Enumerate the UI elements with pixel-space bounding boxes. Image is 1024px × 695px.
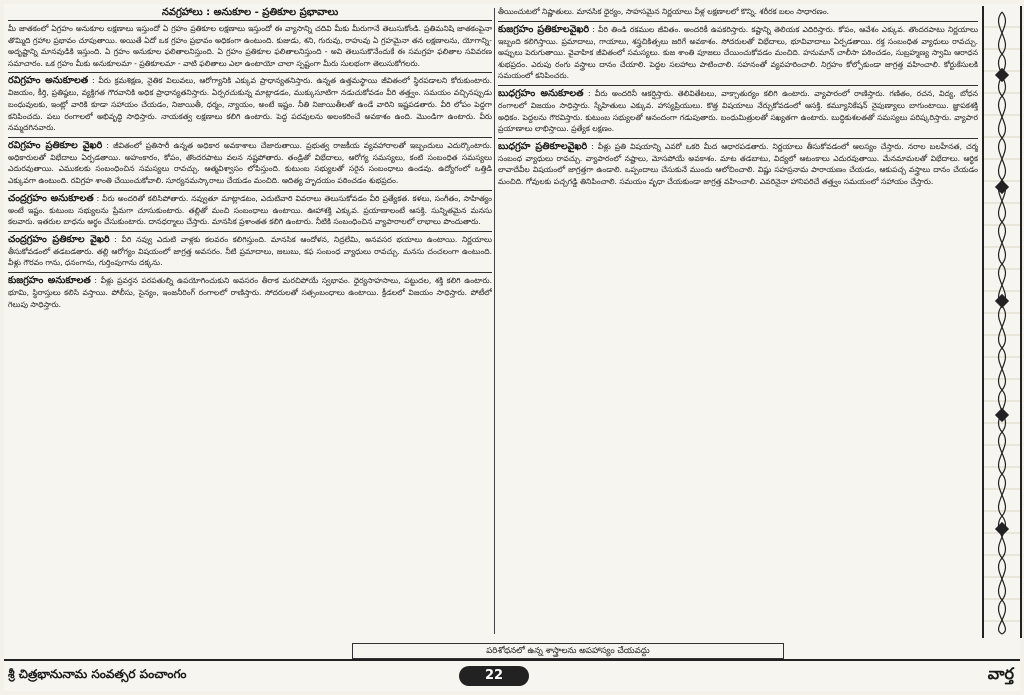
ornament-pattern-icon [984, 6, 1020, 638]
section-heading: కుజగ్రహం ప్రతికూలవైఖరి [498, 23, 590, 35]
almanac-title: శ్రీ చిత్రభానునామ సంవత్సర పంచాంగం [8, 667, 187, 681]
section-mars-unfavorable [498, 21, 978, 82]
page-number: 22 [459, 666, 529, 686]
section-mercury-favorable [498, 85, 978, 135]
left-column [8, 6, 492, 634]
section-sun-favorable [8, 72, 492, 133]
section-heading: రవిగ్రహం అనుకూలత [8, 75, 89, 87]
section-heading: రవిగ్రహం ప్రతికూల వైఖరి [8, 139, 103, 151]
notice-box: పరిశోధనలో ఉన్న శాస్త్రాలను అపహాస్యం చేయవద్దు [352, 643, 784, 659]
section-body: : వీరు అందరినీ ఆకర్షిస్తారు. తెలివితేటలు, వాక్చాతుర్యం కలిగి ఉంటారు. వ్యాపారంలో రాణిస్తారు. గణితం, రచన, విద్య, బోధన రంగాలలో విజయం సాధిస్తారు. స్నేహితులు ఎక్కువ. హాస్యప్రియులు. కొత్త విషయాలు నేర్చుకోవడంలో ఆసక్తి. కమ్యూనికేషన్ నైపుణ్యాలు బాగుంటాయి. జ్ఞాపకశక్తి అధికం. పెద్దలను గౌరవిస్తారు. కుటుంబ సభ్యులతో ఆనందంగా గడుపుతారు. బంధుమిత్రులతో సఖ్యతగా ఉంటారు. బుద్ధికుశలతతో సమస్యలు పరిష్కరిస్తారు. వ్యాపార ప్రయాణాలు లాభిస్తాయి. ప్రత్యేక లక్షణం. [498, 88, 978, 134]
section-heading: బుధగ్రహం అనుకూలత [498, 87, 584, 99]
section-body: : వీరు అందరితో కలిసిపోతారు. నవ్వుతూ మాట్లాడటం, ఎదుటివారి వివరాలు తెలుసుకోవడం వీరి ప్రత్యేకత. కళలు, సంగీతం, సాహిత్యం అంటే ఇష్టం. కుటుంబ సభ్యులను ప్రేమగా చూసుకుంటారు. తల్లితో మంచి సంబంధాలు ఉంటాయి. ఊహాశక్తి ఎక్కువ. ప్రయాణాలంటే ఆసక్తి. సున్నితమైన మనసు కలవారు. ఇతరుల బాధను అర్థం చేసుకుంటారు. దానధర్మాలు చేస్తారు. మానసిక ప్రశాంతత కలిగి ఉంటారు. నీటికి సంబంధించిన వ్యాపారాలలో లాభాలు పొందుతారు. [8, 193, 492, 227]
brand-logo: వార్త [987, 664, 1014, 683]
section-heading: కుజగ్రహం అనుకూలత [8, 274, 91, 286]
continued-text: తీయించుటలో నిష్ణాతులు. మానసిక ధైర్యం, సాహసమైన నిర్ణయాలు వీళ్ల లక్షణాలలో కొన్ని. శరీరక బలం సాధారణం. [498, 7, 830, 16]
decorative-border [982, 6, 1022, 638]
column-divider [494, 8, 495, 634]
section-moon-unfavorable [8, 231, 492, 269]
section-body: : వీరి నవ్వు ఎదుటి వాళ్లకు కలవరం కలిగిస్తుంది. మానసిక ఆందోళన, నిద్రలేమి, అనవసర భయాలు ఉంటాయి. నిర్ణయాలు తీసుకోవడంలో తడబడతారు. తల్లి ఆరోగ్యం విషయంలో జాగ్రత్త అవసరం. నీటి ప్రమాదాలు, జలుబు, కఫ సంబంధ వ్యాధులు రావచ్చు. మనసు చంచలంగా ఉంటుంది. వీళ్లు గౌరవం గాను, ధనంగాను, గుర్తింపుగాను దక్కను. [8, 234, 492, 268]
almanac-page [4, 4, 1020, 691]
section-body: : వీళ్లు ప్రతి విషయాన్ని ఎవరో ఒకరి మీద ఆధారపడతారు. నిర్ణయాలు తీసుకోవడంలో ఆలస్యం చేస్తారు. నరాల బలహీనత, చర్మ సంబంధ వ్యాధులు రావచ్చు. వ్యాపారంలో నష్టాలు, మోసపోయే అవకాశం. మాట తడబాటు, విద్యలో ఆటంకాలు ఎదురవుతాయి. మేనమామలతో విభేదాలు. ఆర్థిక లావాదేవీల విషయంలో జాగ్రత్తగా ఉండాలి. ఒప్పందాలు చేసుకునే ముందు ఆలోచించాలి. విష్ణు సహస్రనామ పారాయణం చేయడం, ఆకుపచ్చ వస్త్రాలు దానం చేయడం మంచిది. గోవులకు పచ్చగడ్డి తినిపించాలి. సమయం వృధా చేయకుండా జాగ్రత్త వహించాలి. ఎవరినైనా హానిపరిచే తత్త్వం సమయంలో సహాయం చేస్తారు. [498, 141, 978, 186]
section-body: : వీళ్లు ప్రవర్తన పరపతుల్ని ఉపయోగించుకుని అవసరం తీరాక మరచిపోయే స్వభావం. ధైర్యసాహసాలు, పట్టుదల, శక్తి కలిగి ఉంటారు. భూమి, స్థిరాస్తులు కలిసి వస్తాయి. పోలీసు, సైన్యం, ఇంజనీరింగ్ రంగాలలో రాణిస్తారు. సోదరులతో సత్సంబంధాలు ఉంటాయి. క్రీడలలో విజయం సాధిస్తారు. పోటీలో గెలుపు సాధిస్తారు. [8, 275, 492, 309]
section-body: : జీవితంలో ప్రతిసారీ ఉన్నత అధికార అవకాశాలు చేజారుతాయి. ప్రభుత్వ రాజకీయ వ్యవహారాలతో ఇబ్బందులు ఎదుర్కొంటారు. అధికారులతో విభేదాలు ఏర్పడతాయి. అహంకారం, కోపం, తొందరపాటు వలన నష్టపోతారు. తండ్రితో విభేదాలు, ఆరోగ్య సమస్యలు, కంటి సంబంధిత సమస్యలు ఎదురవుతాయి. ఎముకలకు సంబంధించిన సమస్యలు రావచ్చు. ఆత్మవిశ్వాసం లోపిస్తుంది. కుటుంబ సభ్యులతో సరైన సంబంధాలు ఉండవు. ఉద్యోగంలో ఒత్తిడి ఎక్కువగా ఉంటుంది. రవిగ్రహ శాంతి చేయించుకోవాలి. సూర్యనమస్కారాలు చేయడం మంచిది. ఆదిత్య హృదయం పఠించడం శుభప్రదం. [8, 140, 492, 185]
section-body: : వీరు క్రమశిక్షణ, నైతిక విలువలు, ఆరోగ్యానికి ఎక్కువ ప్రాధాన్యతనిస్తారు. ఉన్నత ఉత్తమస్థాయి జీవితంలో స్థిరపడాలని కోరుకుంటారు. విజయం, కీర్తి, ప్రతిష్ఠలు, వ్యక్తిగత గౌరవానికి అధిక ప్రాధాన్యతనిస్తారు. ఏర్పరచుకున్న మాట్లాడడం, ముక్కుసూటిగా నడుచుకోవడం వీరి తత్త్వం. సమయం వచ్చినప్పుడు బంధువులకు, ఇంట్లో వారికి కూడా సహాయం చేయడం, నిజాయితీ, ధర్మం, న్యాయం, అంటే ఇష్టం. నీతి నిజాయితీలతో ఉండే వారిని ఇష్టపడతారు. వీరి లోపం పెద్దగా కనిపించదు. పలు రంగాలలో అభివృద్ధి సాధిస్తారు. నాయకత్వ లక్షణాలు కలిగి ఉంటారు. పెద్ద పదవులను అలంకరించే అవకాశం ఉంది. మొండిగా ఉంటారు. వీరు నమ్మదగినవారు. [8, 76, 492, 133]
section-body: : వీరి తిండి రకముల జీవితం. అందరికీ ఉపకరిస్తారు. కష్టాన్ని తెలియక ఎదిరిస్తారు. కోపం, ఆవేశం ఎక్కువ. తొందరపాటు నిర్ణయాలు ఇబ్బంది కలిగిస్తాయి. ప్రమాదాలు, గాయాలు, శస్త్రచికిత్సలు జరిగే అవకాశం. సోదరులతో విభేదాలు, భూవివాదాలు ఏర్పడతాయి. రక్త సంబంధిత వ్యాధులు రావచ్చు. అప్పులు పెరుగుతాయి. వైవాహిక జీవితంలో సమస్యలు. కుజ శాంతి పూజలు చేయించుకోవడం మంచిది. హనుమాన్ చాలీసా పఠించడం, సుబ్రహ్మణ్య స్వామి ఆరాధన శుభప్రదం. ఎరుపు రంగు వస్త్రాలు దానం చేయాలి. పెద్దల సలహాలు పాటించాలి. సహనంతో వ్యవహరించాలి. నిగ్రహం కోల్పోకుండా జాగ్రత్త వహించాలి. కోర్టుకేసులకి సమయంలో కనిపించరు. [498, 24, 978, 81]
article-title: నవగ్రహాలు : అనుకూల - ప్రతికూల ప్రభావాలు [8, 6, 492, 21]
page-footer [4, 659, 1020, 691]
section-heading: చంద్రగ్రహం ప్రతికూల వైఖరి [8, 233, 110, 245]
section-mercury-unfavorable [498, 138, 978, 188]
intro-paragraph: మీ జాతకంలో ఏగ్రహం అనుకూల లక్షణాలు ఇస్తుందో ఏ గ్రహం ప్రతికూల లక్షణాలు ఇస్తుందో ఈ వ్యాసాన్ని చదివి మీకు మీరుగానే తెలుసుకోండి. ప్రతిమనిషి జాతకంపైనా తొమ్మిది గ్రహాల ప్రభావం చూపుతాయి. అయితే ఏదో ఒక గ్రహం ప్రభావం అధికంగా ఉంటుంది. కుజుడు, శని, గురువు, రాహువు ఏ గ్రహమైనా తన లక్షణాలను, యోగాన్ని-అదృష్టాన్ని మానవుడికి ఇస్తుంది. ఏ గ్రహం అనుకూల ఫలితాలనిస్తుంది. ఏ గ్రహం ప్రతికూల ఫలితాలనిస్తుంది - అవి తెలుసుకొనేందుకే ఈ సమగ్రహ ఫలితాల సవివరణ సమాచారం. ఒక గ్రహం మీకు అనుకూలమా - ప్రతికూలమా - వాటి ఫలితాలు ఎలా ఉంటాయో చాలా స్పష్టంగా మీరు సులభంగా తెలుసుకోగలరు. [8, 24, 492, 68]
section-sun-unfavorable [8, 137, 492, 187]
section-moon-favorable [8, 190, 492, 228]
section-heading: బుధగ్రహ ప్రతికూలవైఖరి [498, 140, 588, 152]
right-column [498, 6, 978, 634]
section-heading: చంద్రగ్రహం అనుకూలత [8, 192, 94, 204]
section-mars-favorable [8, 272, 492, 310]
